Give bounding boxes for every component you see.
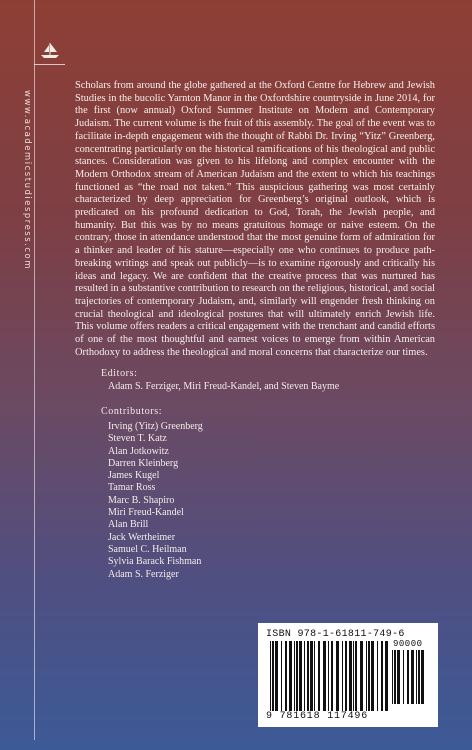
barcode-bar <box>272 641 274 711</box>
contributor-item: Darren Kleinberg <box>108 457 179 469</box>
isbn-text: ISBN 978-1-61811-749-6 <box>266 629 405 640</box>
barcode-bar <box>355 641 357 711</box>
barcode-bar <box>377 641 378 711</box>
publisher-url: www.academicstudiespress.com <box>22 90 32 271</box>
barcode-bar <box>349 641 352 711</box>
contributor-item: Adam S. Ferziger <box>108 568 179 580</box>
barcode-bar <box>275 641 278 711</box>
barcode-bar <box>421 650 424 704</box>
barcode-bar <box>366 641 367 711</box>
barcode-bar <box>310 641 313 711</box>
barcode-bar <box>307 641 309 711</box>
contributor-item: Tamar Ross <box>108 482 156 494</box>
back-cover-blurb: Scholars from around the globe gathered at the Oxford Centre for Hebrew and Jewish Studies in the bucolic Yarnton Manor in the Oxfordshire countryside in June 2014, for the first (now annual) Oxford Summer Institute on Modern and Contemporary Judaism. The current volume is the fruit of this assembly. The goal of the event was to facilitate in-depth engagement with the thought of Rabbi Dr. Irving “Yitz” Greenberg, concentrating particularly on the historical ramifications of his theological and public stances. Consideration was given to his lifelong and complex encounter with the Modern Orthodox stream of American Judaism and the extent to which his teachings functioned as “the road not taken.” This auspicious gathering was most certainly characterized by deep appreciation for Greenberg’s original outlook, which is predicated on his profound dedication to God, Torah, the Jewish people, and humanity. But this was by no means gratuitous homage or naive esteem. On the contrary, those in attendance understood that the most genuine form of admiration for a thinker and leader of his stature—especially one who continues to produce path-breaking writings and speak out publicly—is to examine rigorously and critically his ideas and legacy. We are confident that the creative process that was nurtured has resulted in a substantive contribution to research on the religious, historical, and social trajectories of contemporary Judaism, and, similarly will engender fresh thinking on crucial theological and ideological postures that will ultimately enrich Jewish life. This volume offers readers a critical engagement with the trenchant and candid efforts of one of the most thoughtful and earnest voices to emerge from within American Orthodoxy to address the theological and moral concerns that characterize our times. <box>75 80 435 358</box>
barcode-bar <box>416 650 417 704</box>
barcode-bar <box>296 641 298 711</box>
credits-section <box>95 368 435 581</box>
contributor-item: James Kugel <box>108 470 160 482</box>
barcode-bar <box>342 641 343 711</box>
barcode-bar <box>368 641 370 711</box>
barcode-bar <box>331 641 333 711</box>
price-barcode <box>392 650 428 704</box>
vertical-rule <box>34 0 35 740</box>
isbn-barcode <box>270 641 388 711</box>
contributor-item: Steven T. Katz <box>108 433 167 445</box>
contributor-item: Miri Freud-Kandel <box>108 507 184 519</box>
barcode-box <box>258 623 438 727</box>
contributors-list <box>108 421 435 581</box>
contributor-item: Alan Brill <box>108 519 149 531</box>
editors-heading: Editors: <box>101 368 138 379</box>
barcode-bar <box>299 641 302 711</box>
contributor-item: Alan Jotkowitz <box>108 445 169 457</box>
contributor-item: Samuel C. Heilman <box>108 543 187 555</box>
publisher-logo-icon <box>37 40 63 62</box>
barcode-bar <box>360 641 363 711</box>
barcode-bar <box>336 641 339 711</box>
barcode-bar <box>381 641 383 711</box>
barcode-bar <box>403 650 404 704</box>
contributor-item: Sylvia Barack Fishman <box>108 556 202 568</box>
contributor-item: Jack Wertheimer <box>108 531 176 543</box>
barcode-digits: 9 781618 117496 <box>266 711 369 722</box>
barcode-bar <box>345 641 347 711</box>
contributor-item: Irving (Yitz) Greenberg <box>108 421 203 432</box>
barcode-bar <box>314 641 315 711</box>
barcode-bar <box>407 650 409 704</box>
barcode-bar <box>371 641 374 711</box>
barcode-bar <box>285 641 287 711</box>
barcode-bar <box>323 641 326 711</box>
barcode-bar <box>394 650 396 704</box>
contributors-heading: Contributors: <box>101 406 163 417</box>
barcode-bar <box>318 641 320 711</box>
barcode-bar <box>281 641 282 711</box>
barcode-bar <box>392 650 393 704</box>
contributor-item: Marc B. Shapiro <box>108 494 175 506</box>
barcode-bar <box>270 641 271 711</box>
price-code-text: 90000 <box>393 639 423 649</box>
barcode-bar <box>385 641 388 711</box>
barcode-bar <box>353 641 354 711</box>
barcode-bar <box>328 641 329 711</box>
barcode-bar <box>411 650 414 704</box>
editors-names: Adam S. Ferziger, Miri Freud-Kandel, and Steven Bayme <box>108 381 340 392</box>
barcode-bar <box>289 641 292 711</box>
barcode-bar <box>304 641 305 711</box>
horizontal-rule <box>34 64 65 65</box>
barcode-bar <box>418 650 420 704</box>
barcode-bar <box>294 641 295 711</box>
barcode-bar <box>397 650 400 704</box>
